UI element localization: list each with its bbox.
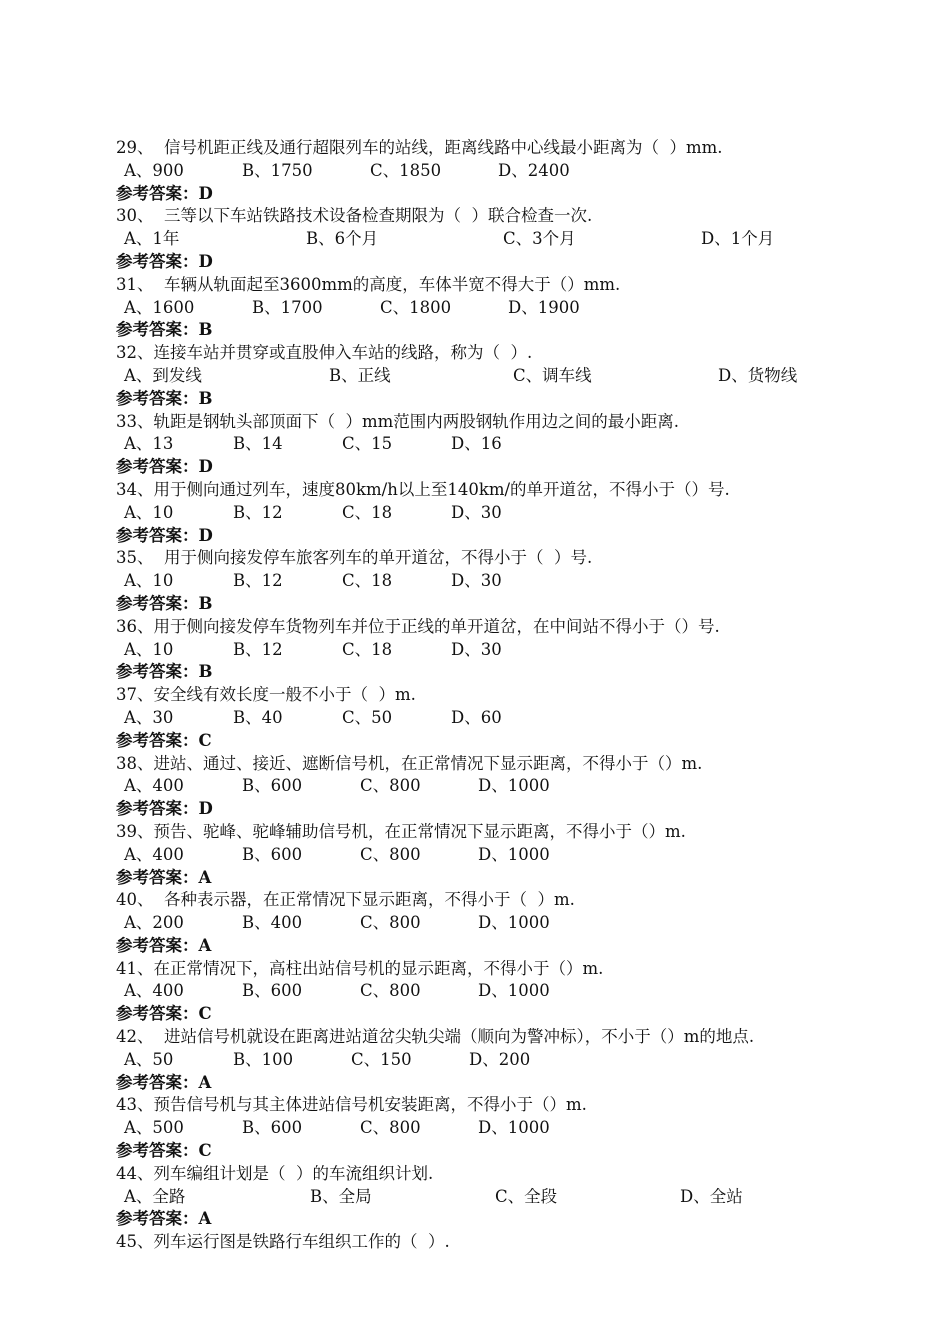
question-text: 38、进站、通过、接近、遮断信号机，在正常情况下显示距离，不得小于（）m. — [116, 753, 703, 773]
question-block — [116, 1163, 846, 1231]
options-row — [116, 775, 846, 798]
option-a: A、10 — [124, 502, 174, 522]
option-b: B、100 — [233, 1049, 294, 1069]
option-b: B、1700 — [252, 297, 323, 317]
option-b: B、6个月 — [306, 229, 379, 249]
question-text: 34、用于侧向通过列车，速度80km/h以上至140km/的单开道岔，不得小于（）号. — [116, 479, 730, 499]
question-block — [116, 479, 846, 547]
option-b: B、40 — [233, 707, 283, 727]
option-d: D、30 — [451, 571, 502, 591]
option-d: D、货物线 — [718, 365, 798, 385]
options-row — [116, 639, 846, 662]
answer: 参考答案：C — [116, 730, 212, 750]
option-a: A、500 — [124, 1118, 184, 1138]
option-d: D、200 — [469, 1049, 531, 1069]
option-c: C、15 — [342, 434, 393, 454]
option-c: C、调车线 — [513, 365, 592, 385]
option-c: C、18 — [342, 502, 393, 522]
option-b: B、1750 — [242, 160, 313, 180]
option-d: D、全站 — [680, 1186, 743, 1206]
answer: 参考答案：A — [116, 1072, 212, 1092]
options-row — [116, 1049, 846, 1072]
options-row — [116, 228, 846, 251]
question-block — [116, 411, 846, 479]
question-text: 33、轨距是钢轨头部顶面下（ ）mm范围内两股钢轨作用边之间的最小距离. — [116, 411, 680, 431]
answer: 参考答案：B — [116, 593, 213, 613]
option-c: C、1800 — [380, 297, 452, 317]
question-text: 43、预告信号机与其主体进站信号机安装距离，不得小于（）m. — [116, 1095, 587, 1115]
answer: 参考答案：B — [116, 320, 213, 340]
question-block — [116, 547, 846, 615]
option-c: C、18 — [342, 639, 393, 659]
question-block — [116, 205, 846, 273]
options-row — [116, 844, 846, 867]
question-block — [116, 1094, 846, 1162]
question-block — [116, 616, 846, 684]
question-text: 41、在正常情况下，高柱出站信号机的显示距离，不得小于（）m. — [116, 958, 604, 978]
option-d: D、30 — [451, 639, 502, 659]
question-block — [116, 684, 846, 752]
question-text: 39、预告、驼峰、驼峰辅助信号机，在正常情况下显示距离，不得小于（）m. — [116, 821, 686, 841]
option-b: B、600 — [242, 776, 303, 796]
options-row — [116, 502, 846, 525]
question-block — [116, 1231, 846, 1254]
options-row — [116, 980, 846, 1003]
question-text: 35、 用于侧向接发停车旅客列车的单开道岔，不得小于（ ）号. — [116, 548, 593, 568]
option-c: C、800 — [360, 913, 421, 933]
option-d: D、16 — [451, 434, 502, 454]
question-block — [116, 889, 846, 957]
option-a: A、400 — [124, 981, 184, 1001]
option-b: B、600 — [242, 981, 303, 1001]
option-c: C、800 — [360, 1118, 421, 1138]
answer: 参考答案：D — [116, 525, 213, 545]
option-c: C、800 — [360, 981, 421, 1001]
question-text: 44、列车编组计划是（ ）的车流组织计划. — [116, 1163, 434, 1183]
option-b: B、400 — [242, 913, 303, 933]
question-text: 31、 车辆从轨面起至3600mm的高度，车体半宽不得大于（）mm. — [116, 274, 621, 294]
option-a: A、到发线 — [124, 365, 202, 385]
option-c: C、18 — [342, 571, 393, 591]
options-row — [116, 1117, 846, 1140]
option-b: B、600 — [242, 844, 303, 864]
option-a: A、30 — [124, 707, 174, 727]
question-text: 32、连接车站并贯穿或直股伸入车站的线路，称为（ ）. — [116, 343, 533, 363]
question-block — [116, 274, 846, 342]
option-a: A、1年 — [124, 229, 180, 249]
options-row — [116, 297, 846, 320]
question-text: 42、 进站信号机就设在距离进站道岔尖轨尖端（顺向为警冲标），不小于（）m的地点. — [116, 1027, 755, 1047]
option-d: D、2400 — [498, 160, 570, 180]
option-d: D、1000 — [478, 844, 550, 864]
question-block — [116, 958, 846, 1026]
option-a: A、400 — [124, 776, 184, 796]
option-c: C、50 — [342, 707, 393, 727]
option-a: A、全路 — [124, 1186, 186, 1206]
option-d: D、1000 — [478, 981, 550, 1001]
option-b: B、全局 — [310, 1186, 372, 1206]
question-list — [116, 137, 846, 1254]
option-b: B、600 — [242, 1118, 303, 1138]
options-row — [116, 570, 846, 593]
question-block — [116, 1026, 846, 1094]
option-a: A、50 — [124, 1049, 174, 1069]
option-d: D、1个月 — [701, 229, 775, 249]
answer: 参考答案：C — [116, 1004, 212, 1024]
option-b: B、14 — [233, 434, 283, 454]
option-a: A、13 — [124, 434, 174, 454]
answer: 参考答案：A — [116, 867, 212, 887]
question-block — [116, 342, 846, 410]
option-c: C、800 — [360, 844, 421, 864]
option-c: C、1850 — [370, 160, 442, 180]
answer: 参考答案：D — [116, 183, 213, 203]
question-text: 36、用于侧向接发停车货物列车并位于正线的单开道岔，在中间站不得小于（）号. — [116, 616, 720, 636]
options-row — [116, 912, 846, 935]
question-text: 29、 信号机距正线及通行超限列车的站线，距离线路中心线最小距离为（ ）mm. — [116, 138, 723, 157]
option-d: D、1000 — [478, 1118, 550, 1138]
option-c: C、800 — [360, 776, 421, 796]
option-d: D、30 — [451, 502, 502, 522]
answer: 参考答案：D — [116, 799, 213, 819]
option-d: D、60 — [451, 707, 502, 727]
option-a: A、200 — [124, 913, 184, 933]
question-block — [116, 753, 846, 821]
option-b: B、12 — [233, 502, 283, 522]
options-row — [116, 1186, 846, 1209]
options-row — [116, 707, 846, 730]
option-a: A、10 — [124, 571, 174, 591]
option-a: A、900 — [124, 160, 184, 180]
option-c: C、全段 — [495, 1186, 558, 1206]
question-text: 37、安全线有效长度一般不小于（ ）m. — [116, 685, 416, 705]
question-block — [116, 137, 846, 205]
option-b: B、正线 — [329, 365, 391, 385]
question-text: 40、 各种表示器，在正常情况下显示距离，不得小于（ ）m. — [116, 890, 575, 910]
question-text: 45、列车运行图是铁路行车组织工作的（ ）. — [116, 1232, 450, 1252]
option-d: D、1900 — [508, 297, 580, 317]
option-a: A、10 — [124, 639, 174, 659]
option-a: A、400 — [124, 844, 184, 864]
option-d: D、1000 — [478, 776, 550, 796]
answer: 参考答案：D — [116, 457, 213, 477]
option-d: D、1000 — [478, 913, 550, 933]
options-row — [116, 160, 846, 183]
option-a: A、1600 — [124, 297, 195, 317]
answer: 参考答案：A — [116, 935, 212, 955]
options-row — [116, 433, 846, 456]
answer: 参考答案：B — [116, 662, 213, 682]
option-b: B、12 — [233, 639, 283, 659]
answer: 参考答案：A — [116, 1209, 212, 1229]
option-c: C、150 — [351, 1049, 412, 1069]
answer: 参考答案：B — [116, 388, 213, 408]
question-block — [116, 821, 846, 889]
options-row — [116, 365, 846, 388]
option-c: C、3个月 — [503, 229, 576, 249]
option-b: B、12 — [233, 571, 283, 591]
answer: 参考答案：C — [116, 1141, 212, 1161]
question-text: 30、 三等以下车站铁路技术设备检查期限为（ ）联合检查一次. — [116, 206, 593, 226]
answer: 参考答案：D — [116, 251, 213, 271]
